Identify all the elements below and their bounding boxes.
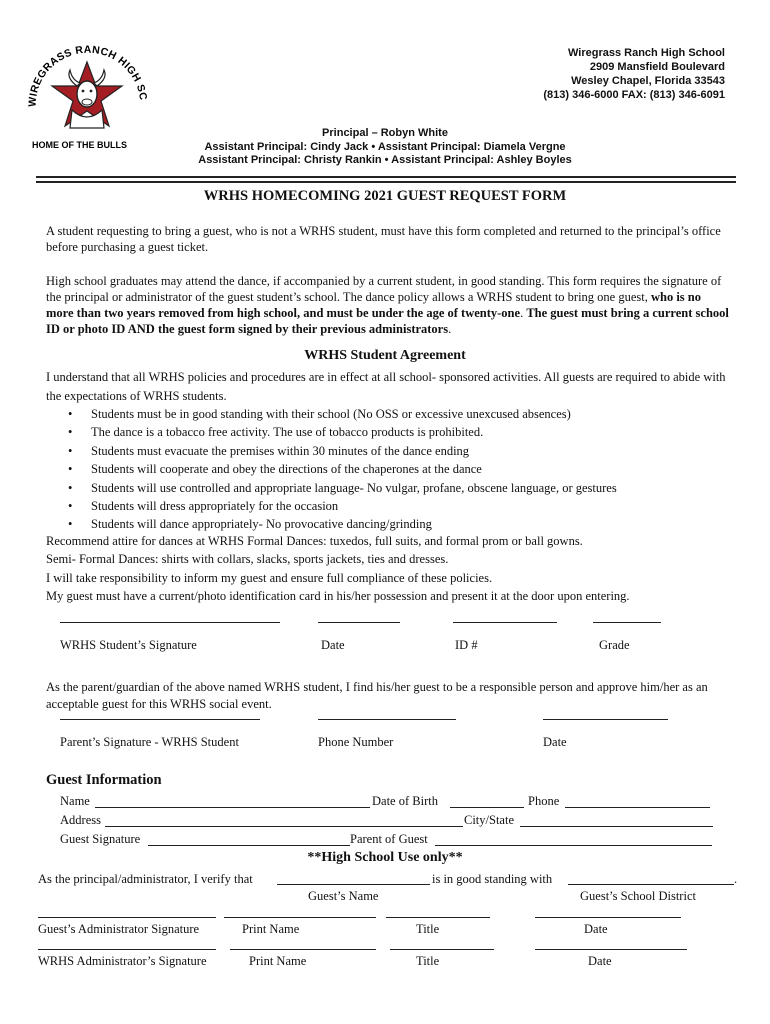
- guest-city-state-field[interactable]: [520, 826, 713, 827]
- guest-row-signatures: [60, 832, 428, 847]
- student-date-label: Date: [321, 638, 345, 652]
- guest-dob-label: Date of Birth: [372, 794, 438, 808]
- school-name: Wiregrass Ranch High School: [568, 47, 725, 59]
- wrhs-admin-signature-line[interactable]: [38, 949, 216, 950]
- logo-arc-text: WIREGRASS RANCH HIGH SC: [26, 43, 150, 108]
- student-signature-label: WRHS Student’s Signature: [60, 638, 197, 652]
- parent-date-label: Date: [543, 735, 567, 749]
- guest-admin-print-name-line[interactable]: [224, 917, 376, 918]
- school-city: Wesley Chapel, Florida 33543: [571, 75, 725, 87]
- guest-admin-title-line[interactable]: [386, 917, 490, 918]
- verify-text-end: .: [734, 872, 738, 886]
- guest-city-state-label: City/State: [464, 813, 514, 827]
- student-grade-line[interactable]: [593, 622, 661, 623]
- agreement-heading: WRHS Student Agreement: [304, 348, 466, 363]
- guest-admin-signature-label: Guest’s Administrator Signature: [38, 922, 200, 936]
- parent-signature-line[interactable]: [60, 719, 260, 720]
- student-id-line[interactable]: [453, 622, 557, 623]
- verify-text-a: As the principal/administrator, I verify that: [38, 872, 253, 886]
- guest-admin-print-name-label: Print Name: [242, 922, 300, 936]
- verify-text-b: is in good standing with: [432, 872, 553, 886]
- guest-signature-label: Guest Signature: [60, 832, 141, 846]
- student-date-line[interactable]: [318, 622, 400, 623]
- intro-text-a: High school graduates may attend the dance, if accompanied by a current student, in good standing. This form requires the signature of the principal or administrator of the guest student’s school. The dance policy allows a WRHS student to bring one guest,: [46, 274, 722, 304]
- responsibility-statement: I will take responsibility to inform my guest and ensure full compliance of these policies.: [46, 570, 493, 585]
- school-contact-block: [543, 46, 725, 102]
- hs-use-heading: **High School Use only**: [307, 850, 463, 865]
- guest-info-heading: Guest Information: [46, 772, 162, 788]
- school-phone: (813) 346-6000 FAX: (813) 346-6091: [543, 89, 725, 101]
- assistant-principals-line-1: Assistant Principal: Cindy Jack • Assistant Principal: Diamela Vergne: [204, 140, 566, 153]
- attire-formal: Recommend attire for dances at WRHS Formal Dances: tuxedos, full suits, and formal prom or ball gowns.: [46, 534, 583, 548]
- guest-name-label: Name: [60, 794, 90, 808]
- guest-row-name: [60, 794, 560, 809]
- school-address: 2909 Mansfield Boulevard: [589, 61, 725, 73]
- list-item: • Students will cooperate and obey the directions of the chaperones at the dance: [68, 460, 617, 478]
- logo-tagline: HOME OF THE BULLS: [32, 140, 127, 150]
- intro-paragraph-2: [46, 273, 731, 337]
- verify-district-field[interactable]: [568, 884, 734, 885]
- agreement-intro: I understand that all WRHS policies and procedures are in effect at all school- sponsored activities. All guests are required to abide with the expectations of WRHS students.: [46, 370, 726, 403]
- parent-phone-line[interactable]: [318, 719, 456, 720]
- intro-text-e: .: [448, 322, 452, 336]
- parent-date-line[interactable]: [543, 719, 668, 720]
- list-item: • Students must be in good standing with their school (No OSS or excessive unexcused absences): [68, 405, 617, 423]
- wrhs-admin-date-line[interactable]: [535, 949, 687, 950]
- guest-phone-field[interactable]: [565, 807, 710, 808]
- guest-address-field[interactable]: [105, 826, 463, 827]
- parent-of-guest-label: Parent of Guest: [350, 832, 428, 846]
- intro-paragraph-1: A student requesting to bring a guest, who is not a WRHS student, must have this form completed and returned to the principal’s office before purchasing a guest ticket.: [46, 224, 721, 254]
- student-signature-line[interactable]: [60, 622, 280, 623]
- student-grade-label: Grade: [599, 638, 630, 652]
- guest-signature-field[interactable]: [148, 845, 350, 846]
- rules-list: [68, 405, 617, 534]
- guest-phone-label: Phone: [528, 794, 560, 808]
- guest-dob-field[interactable]: [450, 807, 524, 808]
- guest-admin-title-label: Title: [416, 922, 440, 936]
- guest-admin-date-label: Date: [584, 922, 608, 936]
- wrhs-admin-title-line[interactable]: [390, 949, 494, 950]
- parent-signature-label: Parent’s Signature - WRHS Student: [60, 735, 239, 749]
- school-district-caption: Guest’s School District: [580, 889, 696, 903]
- list-item: • Students will use controlled and appropriate language- No vulgar, profane, obscene language, or gestures: [68, 479, 617, 497]
- wrhs-admin-title-label: Title: [416, 954, 440, 968]
- student-id-label: ID #: [455, 638, 478, 652]
- list-item: • The dance is a tobacco free activity. The use of tobacco products is prohibited.: [68, 423, 617, 441]
- header-divider: [36, 176, 736, 183]
- guest-name-caption: Guest’s Name: [308, 889, 379, 903]
- principal-line: Principal – Robyn White: [322, 127, 448, 139]
- guest-name-field[interactable]: [95, 807, 370, 808]
- form-title: WRHS HOMECOMING 2021 GUEST REQUEST FORM: [203, 188, 567, 204]
- attire-semi-formal: Semi- Formal Dances: shirts with collars, slacks, sports jackets, ties and dresses.: [46, 552, 449, 567]
- guest-admin-date-line[interactable]: [535, 917, 681, 918]
- list-item: • Students will dress appropriately for the occasion: [68, 497, 617, 515]
- wrhs-admin-print-name-line[interactable]: [230, 949, 376, 950]
- wrhs-admin-date-label: Date: [588, 954, 612, 968]
- assistant-principals-line-2: Assistant Principal: Christy Rankin • Assistant Principal: Ashley Boyles: [198, 154, 572, 166]
- wrhs-admin-print-name-label: Print Name: [249, 954, 307, 968]
- intro-text-c: .: [520, 306, 527, 320]
- guest-row-address: [60, 813, 514, 828]
- guest-admin-signature-line[interactable]: [38, 917, 216, 918]
- parent-approval-text: As the parent/guardian of the above named WRHS student, I find his/her guest to be a responsible person and approve him/her as an acceptable guest for this WRHS social event.: [46, 680, 708, 711]
- intro-id-requirement: The guest must bring a current school ID or photo ID AND the guest form signed by their previous administrators: [46, 306, 729, 336]
- wrhs-admin-signature-label: WRHS Administrator’s Signature: [38, 954, 207, 968]
- list-item: • Students must evacuate the premises within 30 minutes of the dance ending: [68, 442, 617, 460]
- guest-address-label: Address: [60, 813, 101, 827]
- agreement-closing: [46, 532, 630, 606]
- administration-block: [0, 127, 770, 168]
- list-item: • Students will dance appropriately- No provocative dancing/grinding: [68, 515, 617, 533]
- parent-phone-label: Phone Number: [318, 735, 394, 749]
- parent-of-guest-field[interactable]: [435, 845, 712, 846]
- verify-guest-name-field[interactable]: [277, 884, 430, 885]
- id-statement: My guest must have a current/photo identification card in his/her possession and present it at the door upon entering.: [46, 589, 630, 604]
- intro-age-requirement: who is no more than two years removed from high school, and must be under the age of twenty-one: [46, 290, 702, 320]
